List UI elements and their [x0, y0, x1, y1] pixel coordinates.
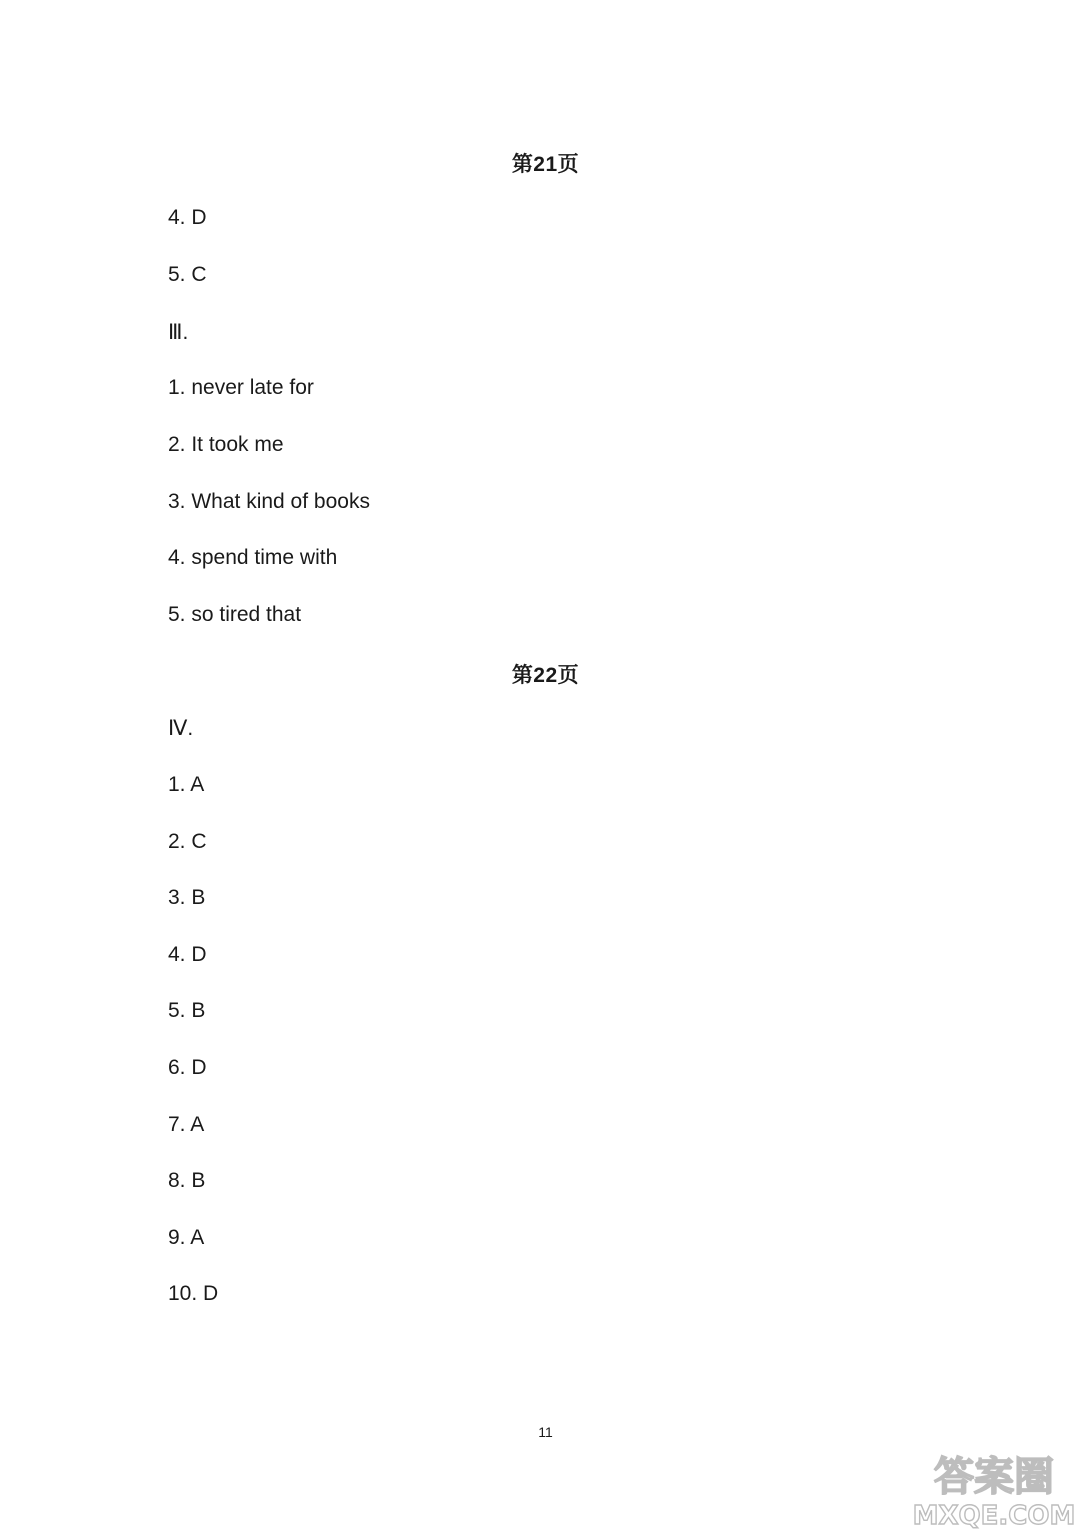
watermark-line2: MXQE.COM	[912, 1501, 1076, 1530]
page-number: 11	[538, 1424, 553, 1440]
section-heading-page-22: 第22页	[511, 664, 580, 687]
watermark-logo	[909, 1448, 1079, 1530]
answer-line: 5. C	[168, 263, 207, 286]
section-heading-page-21: 第21页	[511, 153, 580, 176]
part-label: Ⅲ.	[168, 321, 189, 344]
watermark-line1: 答案圈	[934, 1454, 1054, 1500]
answer-line: 2. It took me	[168, 433, 284, 456]
answer-line: 4. spend time with	[168, 546, 338, 569]
answer-line: 4. D	[168, 206, 207, 229]
answer-line: 10. D	[168, 1282, 219, 1305]
part-label: Ⅳ.	[168, 717, 194, 740]
answer-line: 3. B	[168, 886, 206, 909]
answer-line: 3. What kind of books	[168, 490, 370, 513]
answer-line: 9. A	[168, 1226, 205, 1249]
answer-line: 4. D	[168, 943, 207, 966]
answer-line: 6. D	[168, 1056, 207, 1079]
answer-line: 7. A	[168, 1113, 205, 1136]
answer-line: 8. B	[168, 1169, 206, 1192]
answer-line: 5. so tired that	[168, 603, 302, 626]
answer-line: 1. never late for	[168, 376, 314, 399]
answer-line: 2. C	[168, 830, 207, 853]
answer-line: 1. A	[168, 773, 205, 796]
answer-line: 5. B	[168, 999, 206, 1022]
